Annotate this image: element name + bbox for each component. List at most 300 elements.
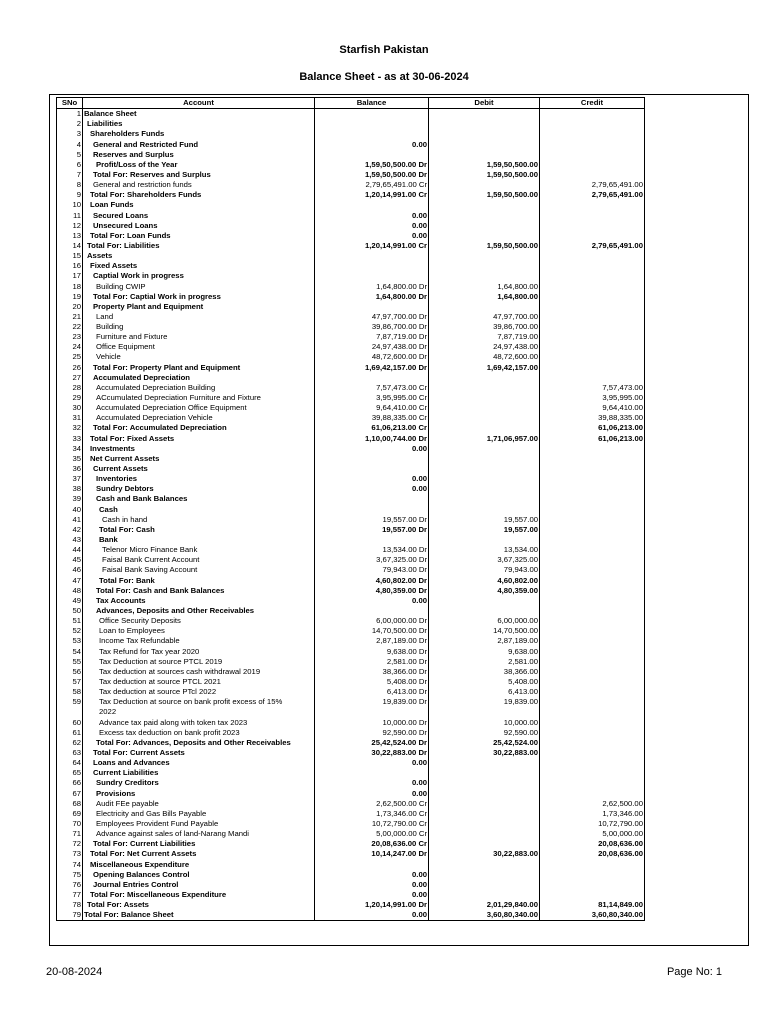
table-row bbox=[57, 403, 645, 413]
row-debit bbox=[429, 373, 540, 383]
table-row bbox=[57, 332, 645, 342]
table-row bbox=[57, 444, 645, 454]
row-sno: 66 bbox=[57, 778, 83, 788]
row-sno: 20 bbox=[57, 302, 83, 312]
row-debit: 1,71,06,957.00 bbox=[429, 434, 540, 444]
row-balance: 4,60,802.00 Dr bbox=[315, 575, 429, 585]
row-credit bbox=[540, 657, 645, 667]
row-sno: 21 bbox=[57, 312, 83, 322]
table-row bbox=[57, 667, 645, 677]
row-account: Opening Balances Control bbox=[83, 870, 315, 880]
row-balance: 1,64,800.00 Dr bbox=[315, 292, 429, 302]
row-debit bbox=[429, 870, 540, 880]
row-credit bbox=[540, 119, 645, 129]
row-account: Total For: Net Current Assets bbox=[83, 849, 315, 859]
table-row bbox=[57, 657, 645, 667]
row-balance: 9,638.00 Dr bbox=[315, 646, 429, 656]
row-debit bbox=[429, 200, 540, 210]
row-credit bbox=[540, 322, 645, 332]
table-row bbox=[57, 393, 645, 403]
row-credit bbox=[540, 261, 645, 271]
table-row bbox=[57, 474, 645, 484]
row-balance: 1,69,42,157.00 Dr bbox=[315, 363, 429, 373]
table-row bbox=[57, 312, 645, 322]
row-credit bbox=[540, 748, 645, 758]
row-account: Journal Entries Control bbox=[83, 880, 315, 890]
table-row bbox=[57, 839, 645, 849]
row-account: Total For: Property Plant and Equipment bbox=[83, 363, 315, 373]
row-account: Tax Accounts bbox=[83, 596, 315, 606]
table-row bbox=[57, 799, 645, 809]
row-debit bbox=[429, 819, 540, 829]
row-sno: 61 bbox=[57, 728, 83, 738]
row-sno: 57 bbox=[57, 677, 83, 687]
table-row bbox=[57, 383, 645, 393]
row-credit: 10,72,790.00 bbox=[540, 819, 645, 829]
row-account: Accumulated Depreciation Building bbox=[83, 383, 315, 393]
row-credit: 3,60,80,340.00 bbox=[540, 910, 645, 921]
row-debit: 19,557.00 bbox=[429, 515, 540, 525]
row-account: General and Restricted Fund bbox=[83, 139, 315, 149]
row-debit: 1,64,800.00 bbox=[429, 292, 540, 302]
row-balance: 3,67,325.00 Dr bbox=[315, 555, 429, 565]
row-sno: 34 bbox=[57, 444, 83, 454]
row-balance: 0.00 bbox=[315, 231, 429, 241]
row-balance: 0.00 bbox=[315, 221, 429, 231]
row-sno: 58 bbox=[57, 687, 83, 697]
row-sno: 32 bbox=[57, 423, 83, 433]
row-balance: 19,557.00 Dr bbox=[315, 515, 429, 525]
row-sno: 70 bbox=[57, 819, 83, 829]
row-credit bbox=[540, 312, 645, 322]
row-balance: 9,64,410.00 Cr bbox=[315, 403, 429, 413]
row-balance: 0.00 bbox=[315, 890, 429, 900]
table-row bbox=[57, 707, 645, 717]
row-debit bbox=[429, 150, 540, 160]
row-account: Reserves and Surplus bbox=[83, 150, 315, 160]
row-sno: 79 bbox=[57, 910, 83, 921]
table-row bbox=[57, 271, 645, 281]
row-credit bbox=[540, 504, 645, 514]
table-row bbox=[57, 859, 645, 869]
row-debit: 14,70,500.00 bbox=[429, 626, 540, 636]
row-credit: 39,88,335.00 bbox=[540, 413, 645, 423]
row-sno: 4 bbox=[57, 139, 83, 149]
row-debit: 30,22,883.00 bbox=[429, 748, 540, 758]
row-debit: 25,42,524.00 bbox=[429, 738, 540, 748]
row-sno: 16 bbox=[57, 261, 83, 271]
row-account: Telenor Micro Finance Bank bbox=[83, 545, 315, 555]
row-sno: 51 bbox=[57, 616, 83, 626]
row-debit bbox=[429, 423, 540, 433]
table-row bbox=[57, 292, 645, 302]
row-balance: 30,22,883.00 Dr bbox=[315, 748, 429, 758]
row-balance: 0.00 bbox=[315, 444, 429, 454]
table-row bbox=[57, 596, 645, 606]
row-sno: 17 bbox=[57, 271, 83, 281]
row-balance: 10,000.00 Dr bbox=[315, 717, 429, 727]
row-balance: 38,366.00 Dr bbox=[315, 667, 429, 677]
row-account: Loan Funds bbox=[83, 200, 315, 210]
row-sno: 7 bbox=[57, 170, 83, 180]
row-sno: 69 bbox=[57, 809, 83, 819]
table-row bbox=[57, 373, 645, 383]
row-credit bbox=[540, 231, 645, 241]
row-balance bbox=[315, 859, 429, 869]
row-balance: 47,97,700.00 Dr bbox=[315, 312, 429, 322]
row-debit: 10,000.00 bbox=[429, 717, 540, 727]
row-balance: 0.00 bbox=[315, 758, 429, 768]
row-debit bbox=[429, 484, 540, 494]
row-account: Accumulated Depreciation bbox=[83, 373, 315, 383]
table-row bbox=[57, 423, 645, 433]
table-header-row bbox=[57, 98, 645, 109]
row-credit bbox=[540, 302, 645, 312]
table-row bbox=[57, 129, 645, 139]
table-row bbox=[57, 697, 645, 707]
row-credit bbox=[540, 444, 645, 454]
row-credit bbox=[540, 200, 645, 210]
table-row bbox=[57, 494, 645, 504]
row-account: Net Current Assets bbox=[83, 454, 315, 464]
row-sno: 8 bbox=[57, 180, 83, 190]
row-balance: 1,59,50,500.00 Dr bbox=[315, 160, 429, 170]
row-balance bbox=[315, 251, 429, 261]
row-balance: 39,88,335.00 Cr bbox=[315, 413, 429, 423]
table-row bbox=[57, 454, 645, 464]
row-balance: 4,80,359.00 Dr bbox=[315, 586, 429, 596]
row-account: Office Equipment bbox=[83, 342, 315, 352]
row-account: Total For: Shareholders Funds bbox=[83, 190, 315, 200]
row-account: Building bbox=[83, 322, 315, 332]
row-debit bbox=[429, 829, 540, 839]
row-debit bbox=[429, 231, 540, 241]
row-credit: 5,00,000.00 bbox=[540, 829, 645, 839]
row-debit bbox=[429, 474, 540, 484]
row-balance: 1,10,00,744.00 Dr bbox=[315, 434, 429, 444]
row-credit bbox=[540, 292, 645, 302]
row-account: Advance tax paid along with token tax 2023 bbox=[83, 717, 315, 727]
row-debit bbox=[429, 839, 540, 849]
row-credit bbox=[540, 778, 645, 788]
row-credit: 61,06,213.00 bbox=[540, 423, 645, 433]
row-balance: 7,87,719.00 Dr bbox=[315, 332, 429, 342]
row-credit: 61,06,213.00 bbox=[540, 434, 645, 444]
row-balance: 2,581.00 Dr bbox=[315, 657, 429, 667]
table-row bbox=[57, 545, 645, 555]
row-account: Total For: Current Assets bbox=[83, 748, 315, 758]
row-balance bbox=[315, 373, 429, 383]
row-account: Building CWIP bbox=[83, 281, 315, 291]
row-account: Total For: Fixed Assets bbox=[83, 434, 315, 444]
row-sno: 6 bbox=[57, 160, 83, 170]
row-debit bbox=[429, 109, 540, 120]
row-credit bbox=[540, 606, 645, 616]
row-balance bbox=[315, 119, 429, 129]
row-debit: 79,943.00 bbox=[429, 565, 540, 575]
row-debit bbox=[429, 210, 540, 220]
table-row bbox=[57, 241, 645, 251]
table-row bbox=[57, 139, 645, 149]
row-sno: 40 bbox=[57, 504, 83, 514]
row-debit: 19,839.00 bbox=[429, 697, 540, 707]
row-credit bbox=[540, 717, 645, 727]
row-debit bbox=[429, 454, 540, 464]
row-account: Total For: Loan Funds bbox=[83, 231, 315, 241]
row-sno: 37 bbox=[57, 474, 83, 484]
table-row bbox=[57, 535, 645, 545]
row-debit bbox=[429, 180, 540, 190]
row-sno: 10 bbox=[57, 200, 83, 210]
row-balance: 0.00 bbox=[315, 139, 429, 149]
row-debit bbox=[429, 494, 540, 504]
row-sno: 44 bbox=[57, 545, 83, 555]
row-account: Excess tax deduction on bank profit 2023 bbox=[83, 728, 315, 738]
row-account: Accumulated Depreciation Office Equipment bbox=[83, 403, 315, 413]
row-debit: 1,64,800.00 bbox=[429, 281, 540, 291]
row-balance bbox=[315, 271, 429, 281]
row-sno: 36 bbox=[57, 464, 83, 474]
table-row bbox=[57, 322, 645, 332]
row-sno: 60 bbox=[57, 717, 83, 727]
row-sno: 41 bbox=[57, 515, 83, 525]
row-account: Property Plant and Equipment bbox=[83, 302, 315, 312]
row-balance: 92,590.00 Dr bbox=[315, 728, 429, 738]
row-account: Tax Refund for Tax year 2020 bbox=[83, 646, 315, 656]
row-account: Total For: Balance Sheet bbox=[83, 910, 315, 921]
row-sno: 9 bbox=[57, 190, 83, 200]
row-credit bbox=[540, 484, 645, 494]
row-balance bbox=[315, 109, 429, 120]
row-account: Tax Deduction at source PTCL 2019 bbox=[83, 657, 315, 667]
row-debit bbox=[429, 383, 540, 393]
column-header-credit: Credit bbox=[540, 98, 645, 109]
row-credit bbox=[540, 596, 645, 606]
row-sno: 48 bbox=[57, 586, 83, 596]
row-sno: 15 bbox=[57, 251, 83, 261]
table-row bbox=[57, 160, 645, 170]
row-credit bbox=[540, 555, 645, 565]
row-debit bbox=[429, 393, 540, 403]
row-credit: 1,73,346.00 bbox=[540, 809, 645, 819]
row-sno: 11 bbox=[57, 210, 83, 220]
row-debit: 39,86,700.00 bbox=[429, 322, 540, 332]
row-sno: 38 bbox=[57, 484, 83, 494]
table-row bbox=[57, 434, 645, 444]
row-debit: 9,638.00 bbox=[429, 646, 540, 656]
row-account: Faisal Bank Current Account bbox=[83, 555, 315, 565]
table-row bbox=[57, 363, 645, 373]
row-debit bbox=[429, 261, 540, 271]
table-row bbox=[57, 819, 645, 829]
row-credit bbox=[540, 352, 645, 362]
row-debit: 3,67,325.00 bbox=[429, 555, 540, 565]
row-debit bbox=[429, 890, 540, 900]
table-row bbox=[57, 788, 645, 798]
row-account: Total For: Bank bbox=[83, 575, 315, 585]
row-credit bbox=[540, 474, 645, 484]
row-account: Current Assets bbox=[83, 464, 315, 474]
row-credit bbox=[540, 150, 645, 160]
row-balance: 13,534.00 Dr bbox=[315, 545, 429, 555]
row-account: Employees Provident Fund Payable bbox=[83, 819, 315, 829]
table-row bbox=[57, 170, 645, 180]
row-balance bbox=[315, 504, 429, 514]
row-credit bbox=[540, 626, 645, 636]
row-credit bbox=[540, 616, 645, 626]
row-credit bbox=[540, 788, 645, 798]
row-account: Bank bbox=[83, 535, 315, 545]
row-debit: 5,408.00 bbox=[429, 677, 540, 687]
row-sno: 49 bbox=[57, 596, 83, 606]
row-sno: 68 bbox=[57, 799, 83, 809]
table-row bbox=[57, 464, 645, 474]
row-balance bbox=[315, 129, 429, 139]
row-account: Cash in hand bbox=[83, 515, 315, 525]
row-balance: 48,72,600.00 Dr bbox=[315, 352, 429, 362]
row-debit bbox=[429, 596, 540, 606]
row-account: Liabilities bbox=[83, 119, 315, 129]
row-sno: 3 bbox=[57, 129, 83, 139]
row-debit: 6,413.00 bbox=[429, 687, 540, 697]
row-account: Advance against sales of land-Narang Mandi bbox=[83, 829, 315, 839]
row-balance: 2,62,500.00 Cr bbox=[315, 799, 429, 809]
row-debit bbox=[429, 221, 540, 231]
row-debit bbox=[429, 758, 540, 768]
column-header-sno: SNo bbox=[57, 98, 83, 109]
row-sno bbox=[57, 707, 83, 717]
row-debit bbox=[429, 799, 540, 809]
row-account: Miscellaneous Expenditure bbox=[83, 859, 315, 869]
row-balance bbox=[315, 707, 429, 717]
row-sno: 13 bbox=[57, 231, 83, 241]
row-credit bbox=[540, 687, 645, 697]
row-balance: 2,87,189.00 Dr bbox=[315, 636, 429, 646]
row-credit bbox=[540, 373, 645, 383]
row-credit bbox=[540, 160, 645, 170]
row-debit bbox=[429, 606, 540, 616]
row-sno: 28 bbox=[57, 383, 83, 393]
table-row bbox=[57, 616, 645, 626]
table-body bbox=[57, 109, 645, 921]
row-balance bbox=[315, 535, 429, 545]
row-balance: 2,79,65,491.00 Cr bbox=[315, 180, 429, 190]
row-balance bbox=[315, 464, 429, 474]
table-row bbox=[57, 109, 645, 120]
row-debit: 6,00,000.00 bbox=[429, 616, 540, 626]
row-credit bbox=[540, 677, 645, 687]
row-account: Furniture and Fixture bbox=[83, 332, 315, 342]
row-debit: 7,87,719.00 bbox=[429, 332, 540, 342]
row-debit bbox=[429, 119, 540, 129]
page-number: Page No: 1 bbox=[666, 966, 722, 978]
table-row bbox=[57, 890, 645, 900]
row-account: Balance Sheet bbox=[83, 109, 315, 120]
row-credit bbox=[540, 281, 645, 291]
row-balance: 6,00,000.00 Dr bbox=[315, 616, 429, 626]
row-credit bbox=[540, 728, 645, 738]
table-row bbox=[57, 728, 645, 738]
row-credit bbox=[540, 586, 645, 596]
row-credit bbox=[540, 109, 645, 120]
row-sno: 59 bbox=[57, 697, 83, 707]
table-row bbox=[57, 606, 645, 616]
row-sno: 50 bbox=[57, 606, 83, 616]
row-balance: 0.00 bbox=[315, 596, 429, 606]
row-sno: 14 bbox=[57, 241, 83, 251]
print-date: 20-08-2024 bbox=[46, 966, 103, 978]
row-account: Cash and Bank Balances bbox=[83, 494, 315, 504]
row-account: Shareholders Funds bbox=[83, 129, 315, 139]
row-account: Fixed Assets bbox=[83, 261, 315, 271]
row-balance: 24,97,438.00 Dr bbox=[315, 342, 429, 352]
row-balance: 39,86,700.00 Dr bbox=[315, 322, 429, 332]
row-sno: 30 bbox=[57, 403, 83, 413]
row-credit bbox=[540, 494, 645, 504]
table-row bbox=[57, 261, 645, 271]
table-row bbox=[57, 778, 645, 788]
row-account: Profit/Loss of the Year bbox=[83, 160, 315, 170]
row-credit bbox=[540, 859, 645, 869]
row-debit: 2,581.00 bbox=[429, 657, 540, 667]
row-credit bbox=[540, 221, 645, 231]
row-account: Office Security Deposits bbox=[83, 616, 315, 626]
row-balance: 19,557.00 Dr bbox=[315, 525, 429, 535]
row-sno: 5 bbox=[57, 150, 83, 160]
row-debit: 2,87,189.00 bbox=[429, 636, 540, 646]
row-sno: 33 bbox=[57, 434, 83, 444]
row-credit bbox=[540, 636, 645, 646]
row-debit: 1,59,50,500.00 bbox=[429, 160, 540, 170]
row-account: Sundry Creditors bbox=[83, 778, 315, 788]
table-row bbox=[57, 302, 645, 312]
row-debit bbox=[429, 251, 540, 261]
row-account: Provisions bbox=[83, 788, 315, 798]
row-credit bbox=[540, 707, 645, 717]
table-row bbox=[57, 231, 645, 241]
row-sno: 71 bbox=[57, 829, 83, 839]
row-balance: 14,70,500.00 Dr bbox=[315, 626, 429, 636]
row-credit bbox=[540, 646, 645, 656]
balance-sheet-table bbox=[56, 97, 645, 921]
row-credit bbox=[540, 565, 645, 575]
table-row bbox=[57, 190, 645, 200]
row-credit bbox=[540, 332, 645, 342]
row-balance: 61,06,213.00 Cr bbox=[315, 423, 429, 433]
row-credit bbox=[540, 251, 645, 261]
row-credit bbox=[540, 525, 645, 535]
table-row bbox=[57, 738, 645, 748]
row-account: Total For: Cash bbox=[83, 525, 315, 535]
row-sno: 2 bbox=[57, 119, 83, 129]
row-balance bbox=[315, 768, 429, 778]
row-balance: 6,413.00 Dr bbox=[315, 687, 429, 697]
row-balance bbox=[315, 150, 429, 160]
row-debit bbox=[429, 139, 540, 149]
table-row bbox=[57, 221, 645, 231]
row-sno: 67 bbox=[57, 788, 83, 798]
row-debit bbox=[429, 504, 540, 514]
row-credit bbox=[540, 870, 645, 880]
company-name: Starfish Pakistan bbox=[339, 44, 429, 56]
row-sno: 76 bbox=[57, 880, 83, 890]
row-sno: 47 bbox=[57, 575, 83, 585]
row-account: Current Liabilities bbox=[83, 768, 315, 778]
row-credit: 7,57,473.00 bbox=[540, 383, 645, 393]
row-sno: 46 bbox=[57, 565, 83, 575]
row-debit: 1,69,42,157.00 bbox=[429, 363, 540, 373]
row-sno: 78 bbox=[57, 900, 83, 910]
